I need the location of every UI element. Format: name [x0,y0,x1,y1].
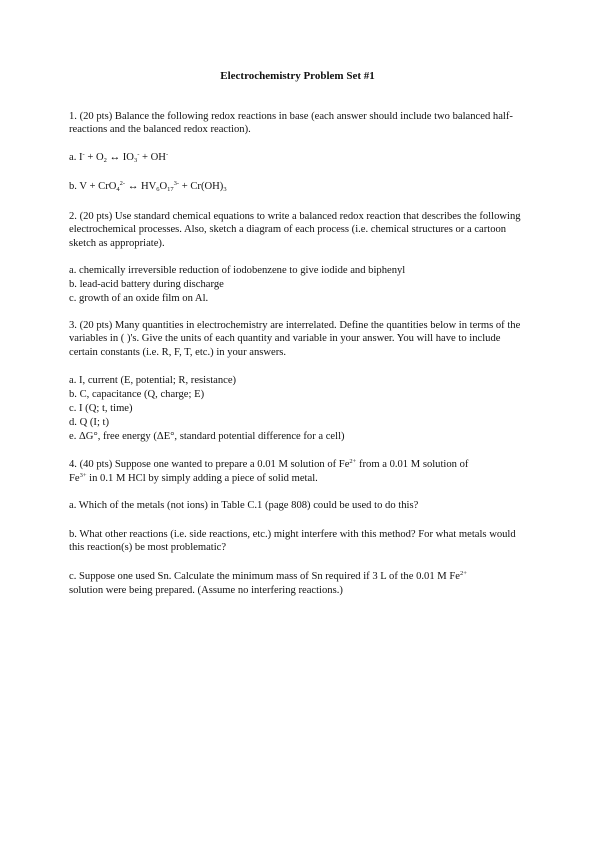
question-2a: a. chemically irreversible reduction of iodobenzene to give iodide and biphenyl [69,265,406,276]
question-3-text: 3. (20 pts) Many quantities in electrochemistry are interrelated. Define the quantities below in terms of the variables in ( )'s. Give the units of each quantity and variable in your answer. You will have to include certain constants (i.e. R, F, T, etc.) in your answers. [69,320,521,358]
question-2c: c. growth of an oxide film on Al. [69,293,209,304]
question-2b: b. lead-acid battery during discharge [69,279,224,290]
question-3e: e. ΔG°, free energy (ΔE°, standard potential difference for a cell) [69,431,345,442]
question-4a: a. Which of the metals (not ions) in Table C.1 (page 808) could be used to do this? [69,500,419,511]
question-4-line-1: 4. (40 pts) Suppose one wanted to prepare a 0.01 M solution of $Fe^{2+}$ from a 0.01 M solution of [69,458,469,470]
question-2-text: 2. (20 pts) Use standard chemical equations to write a balanced redox reaction that describes the following electrochemical processes. Also, sketch a diagram of each process (i.e. chemical structures or a cartoon sketch as appropriate). [69,211,521,249]
question-4b: b. What other reactions (i.e. side reactions, etc.) might interfere with this method? For what metals would this reaction(s) be most problematic? [69,529,516,554]
question-4c-line-1: c. Suppose one used Sn. Calculate the minimum mass of Sn required if 3 L of the 0.01 M $Fe^{2+}$ [69,570,467,582]
question-1b-equation: b. V + CrO$_4^{2-}$ ↔ $HV_6O_{17}^{3-} + Cr(OH)_3$ [69,180,227,193]
question-1a-equation: a. $I^- + O_2$ ↔ $IO_3^- + OH^-$ [69,151,169,164]
question-3b: b. C, capacitance (Q, charge; E) [69,389,205,400]
question-4-line-2: $Fe^{3+}$ in 0.1 M HCl by simply adding a piece of solid metal. [69,472,318,484]
question-4c-line-2: solution were being prepared. (Assume no interfering reactions.) [69,585,343,596]
question-1-text: 1. (20 pts) Balance the following redox reactions in base (each answer should include two balanced half-reactions and the balanced redox reaction). [69,111,513,136]
question-3a: a. I, current (E, potential; R, resistance) [69,375,237,386]
page-title: Electrochemistry Problem Set #1 [220,70,375,82]
question-3c: c. I (Q; t, time) [69,403,133,414]
question-3d: d. Q (I; t) [69,417,110,428]
